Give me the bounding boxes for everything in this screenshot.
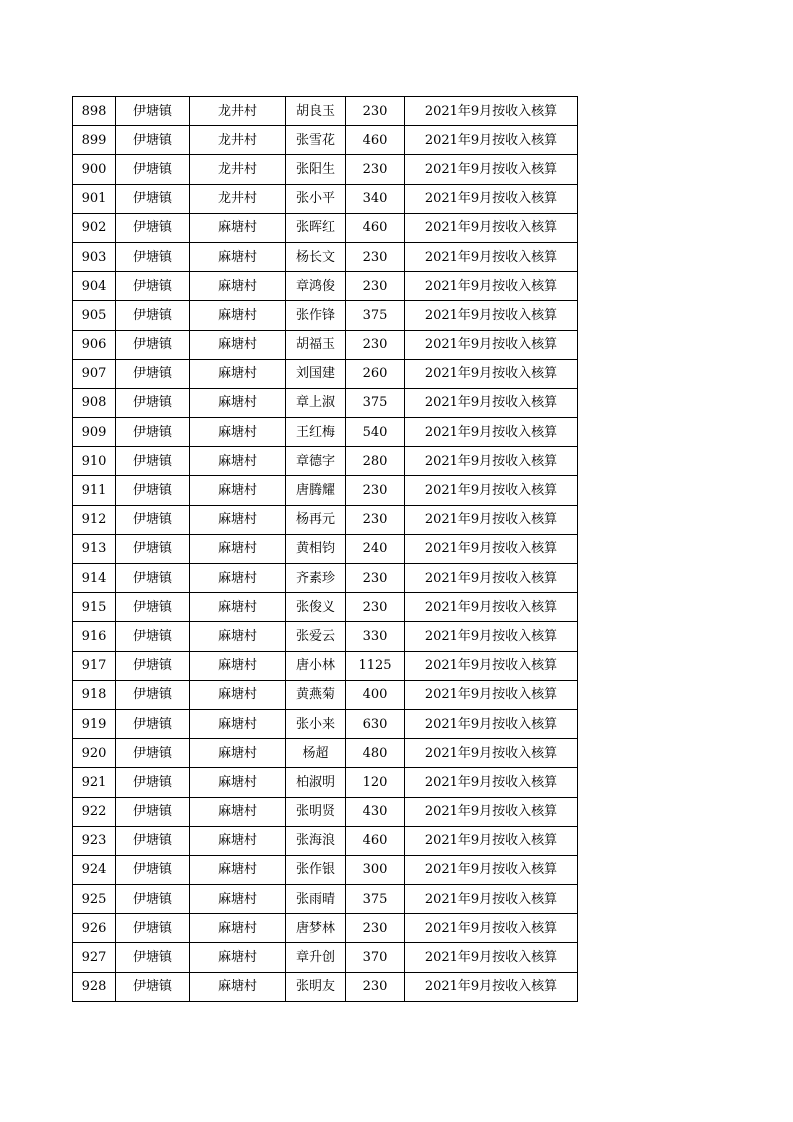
table-row: [73, 826, 578, 855]
cell-village: 麻塘村: [190, 768, 286, 797]
cell-amount: 300: [346, 855, 405, 884]
cell-village: 麻塘村: [190, 680, 286, 709]
cell-village: 麻塘村: [190, 564, 286, 593]
cell-serial-number: 923: [73, 826, 116, 855]
table-row: [73, 155, 578, 184]
cell-town: 伊塘镇: [116, 709, 190, 738]
cell-serial-number: 905: [73, 301, 116, 330]
cell-amount: 375: [346, 885, 405, 914]
cell-name: 张俊义: [286, 593, 346, 622]
table-row: [73, 301, 578, 330]
cell-note: 2021年9月按收入核算: [405, 943, 578, 972]
cell-town: 伊塘镇: [116, 914, 190, 943]
cell-note: 2021年9月按收入核算: [405, 97, 578, 126]
cell-serial-number: 918: [73, 680, 116, 709]
cell-name: 张明贤: [286, 797, 346, 826]
cell-serial-number: 919: [73, 709, 116, 738]
cell-town: 伊塘镇: [116, 739, 190, 768]
cell-amount: 230: [346, 476, 405, 505]
cell-serial-number: 902: [73, 213, 116, 242]
cell-name: 杨再元: [286, 505, 346, 534]
cell-amount: 230: [346, 155, 405, 184]
cell-town: 伊塘镇: [116, 330, 190, 359]
cell-name: 张阳生: [286, 155, 346, 184]
table-row: [73, 505, 578, 534]
cell-town: 伊塘镇: [116, 768, 190, 797]
cell-village: 麻塘村: [190, 330, 286, 359]
cell-amount: 480: [346, 739, 405, 768]
cell-amount: 120: [346, 768, 405, 797]
cell-village: 麻塘村: [190, 242, 286, 271]
table-row: [73, 622, 578, 651]
cell-note: 2021年9月按收入核算: [405, 126, 578, 155]
cell-name: 胡良玉: [286, 97, 346, 126]
cell-village: 麻塘村: [190, 505, 286, 534]
cell-serial-number: 901: [73, 184, 116, 213]
cell-note: 2021年9月按收入核算: [405, 797, 578, 826]
cell-amount: 375: [346, 301, 405, 330]
table-row: [73, 184, 578, 213]
cell-note: 2021年9月按收入核算: [405, 359, 578, 388]
table-row: [73, 534, 578, 563]
table-body: [73, 97, 578, 1002]
cell-name: 刘国建: [286, 359, 346, 388]
cell-note: 2021年9月按收入核算: [405, 155, 578, 184]
cell-amount: 230: [346, 272, 405, 301]
cell-name: 胡福玉: [286, 330, 346, 359]
cell-amount: 330: [346, 622, 405, 651]
table-row: [73, 593, 578, 622]
cell-note: 2021年9月按收入核算: [405, 593, 578, 622]
table-row: [73, 739, 578, 768]
table-row: [73, 972, 578, 1001]
cell-serial-number: 910: [73, 447, 116, 476]
cell-note: 2021年9月按收入核算: [405, 272, 578, 301]
cell-serial-number: 916: [73, 622, 116, 651]
cell-note: 2021年9月按收入核算: [405, 885, 578, 914]
cell-serial-number: 898: [73, 97, 116, 126]
cell-serial-number: 915: [73, 593, 116, 622]
cell-note: 2021年9月按收入核算: [405, 213, 578, 242]
cell-village: 麻塘村: [190, 418, 286, 447]
cell-town: 伊塘镇: [116, 855, 190, 884]
cell-name: 张小平: [286, 184, 346, 213]
cell-name: 张海浪: [286, 826, 346, 855]
cell-name: 唐腾耀: [286, 476, 346, 505]
cell-name: 黄燕菊: [286, 680, 346, 709]
cell-note: 2021年9月按收入核算: [405, 418, 578, 447]
cell-village: 麻塘村: [190, 914, 286, 943]
cell-town: 伊塘镇: [116, 301, 190, 330]
cell-serial-number: 911: [73, 476, 116, 505]
cell-village: 麻塘村: [190, 593, 286, 622]
cell-serial-number: 908: [73, 388, 116, 417]
cell-village: 麻塘村: [190, 213, 286, 242]
table-row: [73, 213, 578, 242]
cell-serial-number: 921: [73, 768, 116, 797]
cell-note: 2021年9月按收入核算: [405, 184, 578, 213]
cell-serial-number: 920: [73, 739, 116, 768]
cell-name: 章升创: [286, 943, 346, 972]
cell-village: 麻塘村: [190, 826, 286, 855]
cell-amount: 340: [346, 184, 405, 213]
cell-note: 2021年9月按收入核算: [405, 242, 578, 271]
cell-village: 麻塘村: [190, 709, 286, 738]
table-row: [73, 768, 578, 797]
cell-name: 张晖红: [286, 213, 346, 242]
cell-town: 伊塘镇: [116, 680, 190, 709]
table-row: [73, 476, 578, 505]
cell-serial-number: 926: [73, 914, 116, 943]
table-row: [73, 447, 578, 476]
cell-amount: 1125: [346, 651, 405, 680]
cell-name: 张明友: [286, 972, 346, 1001]
cell-town: 伊塘镇: [116, 622, 190, 651]
cell-village: 龙井村: [190, 126, 286, 155]
cell-amount: 430: [346, 797, 405, 826]
cell-town: 伊塘镇: [116, 418, 190, 447]
cell-amount: 375: [346, 388, 405, 417]
cell-amount: 240: [346, 534, 405, 563]
cell-note: 2021年9月按收入核算: [405, 505, 578, 534]
cell-amount: 230: [346, 505, 405, 534]
cell-village: 麻塘村: [190, 447, 286, 476]
table-row: [73, 680, 578, 709]
cell-amount: 280: [346, 447, 405, 476]
cell-name: 张爱云: [286, 622, 346, 651]
document-page: [72, 96, 578, 1002]
cell-note: 2021年9月按收入核算: [405, 534, 578, 563]
table-row: [73, 914, 578, 943]
cell-town: 伊塘镇: [116, 826, 190, 855]
cell-serial-number: 913: [73, 534, 116, 563]
cell-town: 伊塘镇: [116, 388, 190, 417]
cell-note: 2021年9月按收入核算: [405, 651, 578, 680]
table-row: [73, 564, 578, 593]
cell-serial-number: 922: [73, 797, 116, 826]
table-row: [73, 242, 578, 271]
cell-amount: 460: [346, 213, 405, 242]
table-row: [73, 418, 578, 447]
cell-amount: 230: [346, 242, 405, 271]
cell-town: 伊塘镇: [116, 213, 190, 242]
cell-name: 齐素珍: [286, 564, 346, 593]
cell-serial-number: 925: [73, 885, 116, 914]
cell-town: 伊塘镇: [116, 885, 190, 914]
cell-note: 2021年9月按收入核算: [405, 855, 578, 884]
cell-note: 2021年9月按收入核算: [405, 972, 578, 1001]
cell-town: 伊塘镇: [116, 476, 190, 505]
table-row: [73, 797, 578, 826]
table-row: [73, 885, 578, 914]
cell-village: 龙井村: [190, 97, 286, 126]
cell-name: 杨超: [286, 739, 346, 768]
cell-village: 麻塘村: [190, 534, 286, 563]
data-table: [72, 96, 578, 1002]
cell-note: 2021年9月按收入核算: [405, 447, 578, 476]
cell-note: 2021年9月按收入核算: [405, 476, 578, 505]
cell-town: 伊塘镇: [116, 943, 190, 972]
cell-amount: 230: [346, 330, 405, 359]
cell-serial-number: 928: [73, 972, 116, 1001]
cell-town: 伊塘镇: [116, 97, 190, 126]
cell-note: 2021年9月按收入核算: [405, 709, 578, 738]
cell-name: 章德字: [286, 447, 346, 476]
cell-serial-number: 912: [73, 505, 116, 534]
cell-serial-number: 906: [73, 330, 116, 359]
cell-name: 张小来: [286, 709, 346, 738]
cell-amount: 400: [346, 680, 405, 709]
cell-village: 麻塘村: [190, 359, 286, 388]
cell-town: 伊塘镇: [116, 593, 190, 622]
cell-town: 伊塘镇: [116, 797, 190, 826]
cell-town: 伊塘镇: [116, 126, 190, 155]
cell-amount: 230: [346, 593, 405, 622]
cell-village: 龙井村: [190, 184, 286, 213]
cell-town: 伊塘镇: [116, 505, 190, 534]
cell-note: 2021年9月按收入核算: [405, 826, 578, 855]
cell-village: 麻塘村: [190, 885, 286, 914]
cell-town: 伊塘镇: [116, 651, 190, 680]
cell-village: 麻塘村: [190, 272, 286, 301]
cell-serial-number: 927: [73, 943, 116, 972]
cell-name: 张作银: [286, 855, 346, 884]
cell-name: 章上淑: [286, 388, 346, 417]
cell-name: 柏淑明: [286, 768, 346, 797]
cell-village: 麻塘村: [190, 622, 286, 651]
cell-amount: 260: [346, 359, 405, 388]
cell-note: 2021年9月按收入核算: [405, 768, 578, 797]
cell-name: 张雨晴: [286, 885, 346, 914]
table-row: [73, 330, 578, 359]
cell-note: 2021年9月按收入核算: [405, 914, 578, 943]
table-row: [73, 359, 578, 388]
cell-serial-number: 917: [73, 651, 116, 680]
cell-village: 麻塘村: [190, 972, 286, 1001]
cell-note: 2021年9月按收入核算: [405, 622, 578, 651]
cell-amount: 460: [346, 826, 405, 855]
cell-amount: 370: [346, 943, 405, 972]
cell-village: 麻塘村: [190, 388, 286, 417]
cell-amount: 630: [346, 709, 405, 738]
cell-amount: 230: [346, 914, 405, 943]
cell-village: 麻塘村: [190, 476, 286, 505]
cell-note: 2021年9月按收入核算: [405, 301, 578, 330]
cell-name: 唐梦林: [286, 914, 346, 943]
cell-town: 伊塘镇: [116, 359, 190, 388]
cell-village: 麻塘村: [190, 739, 286, 768]
table-row: [73, 388, 578, 417]
cell-amount: 230: [346, 564, 405, 593]
table-row: [73, 126, 578, 155]
cell-village: 麻塘村: [190, 797, 286, 826]
cell-village: 麻塘村: [190, 301, 286, 330]
cell-name: 张作锋: [286, 301, 346, 330]
cell-town: 伊塘镇: [116, 184, 190, 213]
cell-note: 2021年9月按收入核算: [405, 330, 578, 359]
cell-village: 龙井村: [190, 155, 286, 184]
cell-village: 麻塘村: [190, 651, 286, 680]
cell-name: 章鸿俊: [286, 272, 346, 301]
cell-town: 伊塘镇: [116, 447, 190, 476]
table-row: [73, 651, 578, 680]
cell-serial-number: 907: [73, 359, 116, 388]
cell-serial-number: 903: [73, 242, 116, 271]
cell-amount: 460: [346, 126, 405, 155]
cell-town: 伊塘镇: [116, 534, 190, 563]
cell-note: 2021年9月按收入核算: [405, 388, 578, 417]
cell-amount: 230: [346, 97, 405, 126]
cell-serial-number: 914: [73, 564, 116, 593]
cell-name: 杨长文: [286, 242, 346, 271]
cell-note: 2021年9月按收入核算: [405, 680, 578, 709]
cell-town: 伊塘镇: [116, 564, 190, 593]
cell-name: 王红梅: [286, 418, 346, 447]
cell-name: 黄相钧: [286, 534, 346, 563]
table-row: [73, 709, 578, 738]
table-row: [73, 272, 578, 301]
cell-serial-number: 904: [73, 272, 116, 301]
cell-town: 伊塘镇: [116, 272, 190, 301]
cell-village: 麻塘村: [190, 943, 286, 972]
cell-name: 唐小林: [286, 651, 346, 680]
table-row: [73, 97, 578, 126]
cell-town: 伊塘镇: [116, 155, 190, 184]
table-row: [73, 855, 578, 884]
cell-amount: 230: [346, 972, 405, 1001]
cell-town: 伊塘镇: [116, 972, 190, 1001]
cell-serial-number: 899: [73, 126, 116, 155]
cell-village: 麻塘村: [190, 855, 286, 884]
cell-serial-number: 924: [73, 855, 116, 884]
cell-serial-number: 900: [73, 155, 116, 184]
cell-amount: 540: [346, 418, 405, 447]
table-row: [73, 943, 578, 972]
cell-serial-number: 909: [73, 418, 116, 447]
cell-name: 张雪花: [286, 126, 346, 155]
cell-note: 2021年9月按收入核算: [405, 564, 578, 593]
cell-note: 2021年9月按收入核算: [405, 739, 578, 768]
cell-town: 伊塘镇: [116, 242, 190, 271]
